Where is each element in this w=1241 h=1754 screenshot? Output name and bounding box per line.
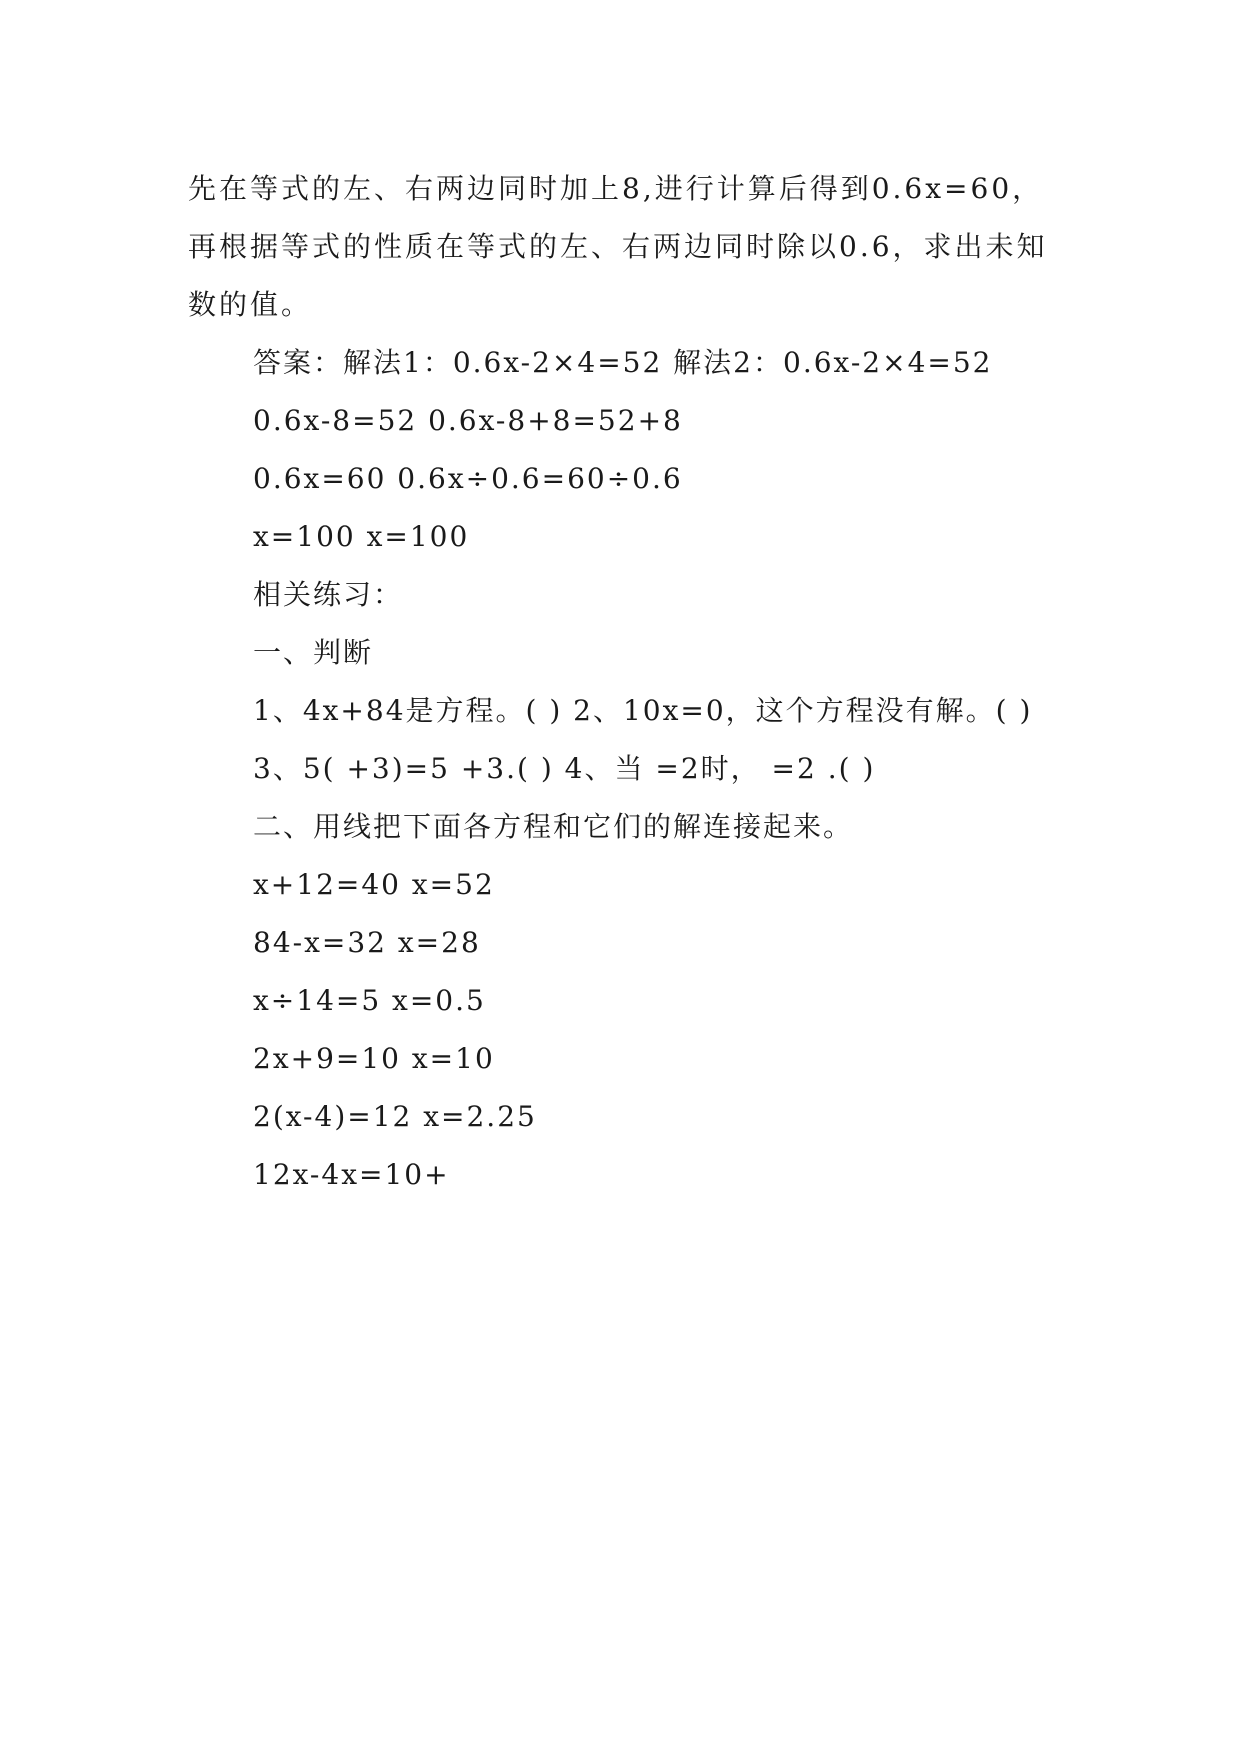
answer-line: 答案：解法1：0.6x-2×4=52 解法2：0.6x-2×4=52 [253, 346, 993, 379]
equation-line: x÷14=5 x=0.5 [253, 984, 486, 1017]
question-line: 3、5( +3)=5 +3.( ) 4、当 =2时， =2 .( ) [253, 752, 876, 785]
solution-step-line: 0.6x-8=52 0.6x-8+8=52+8 [253, 404, 683, 437]
section-heading-related-exercises: 相关练习： [253, 578, 404, 611]
equation-line: x+12=40 x=52 [253, 868, 495, 901]
equation-line: 2(x-4)=12 x=2.25 [253, 1100, 537, 1133]
equation-line: 12x-4x=10+ [253, 1158, 450, 1191]
section-heading-judgement: 一、判断 [253, 636, 374, 669]
equation-line: 84-x=32 x=28 [253, 926, 481, 959]
section-heading-matching: 二、用线把下面各方程和它们的解连接起来。 [253, 810, 854, 843]
solution-step-line: 0.6x=60 0.6x÷0.6=60÷0.6 [253, 462, 683, 495]
answer-and-exercises [253, 334, 1113, 1204]
intro-paragraph: 先在等式的左、右两边同时加上8,进行计算后得到0.6x=60，再根据等式的性质在等式的左、右两边同时除以0.6，求出未知数的值。 [188, 172, 1048, 321]
solution-result-line: x=100 x=100 [253, 520, 470, 553]
question-line: 1、4x+84是方程。( ) 2、10x=0，这个方程没有解。( ) [253, 694, 1033, 727]
equation-line: 2x+9=10 x=10 [253, 1042, 495, 1075]
